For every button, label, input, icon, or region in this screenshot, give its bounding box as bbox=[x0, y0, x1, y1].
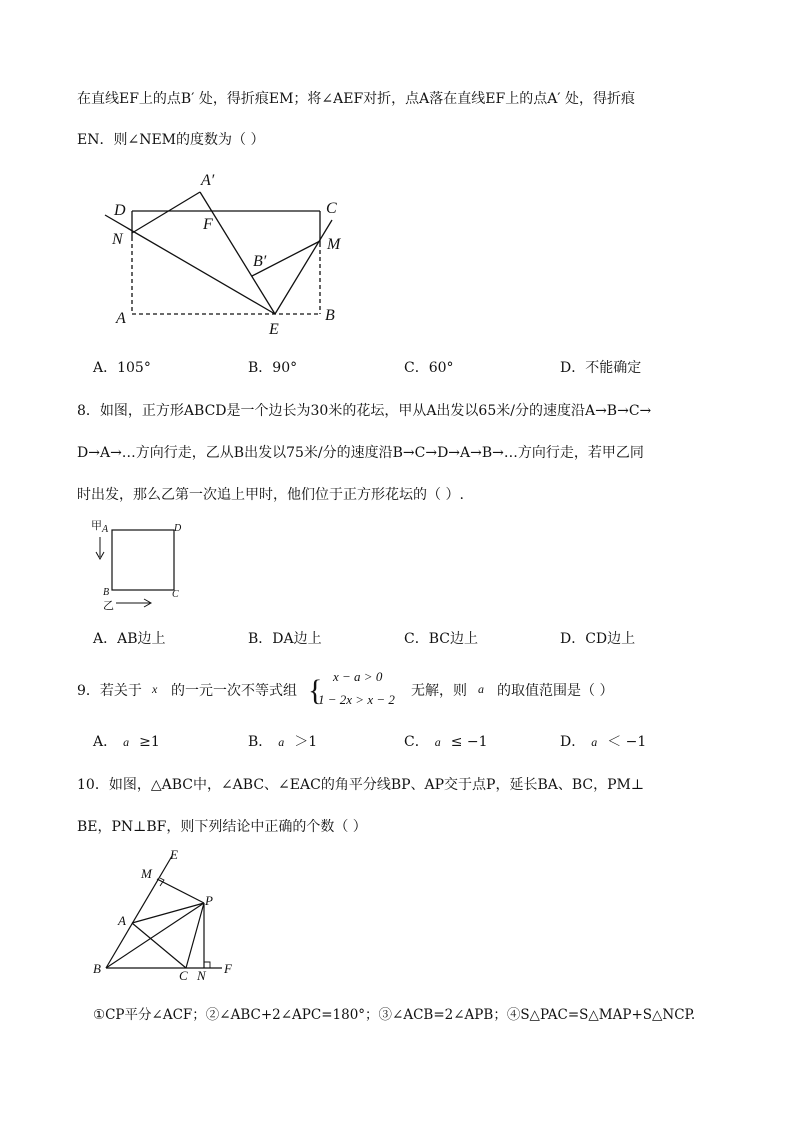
q9-var-x: x bbox=[152, 682, 158, 696]
q7-text-line2: EN．则∠NEM的度数为（ ） bbox=[77, 132, 265, 148]
label-b-prime: B′ bbox=[253, 253, 267, 270]
q8-text-line3: 时出发，那么乙第一次追上甲时，他们位于正方形花坛的（ ）. bbox=[77, 487, 464, 503]
q10-text-line2: BE，PN⊥BF，则下列结论中正确的个数（ ） bbox=[77, 819, 367, 835]
q9-option-a bbox=[93, 732, 160, 752]
label-n: N bbox=[197, 968, 206, 980]
q9-option-c bbox=[404, 732, 488, 752]
q9-option-a-rel: ≥1 bbox=[139, 734, 160, 750]
q9-option-a-label: A． bbox=[93, 734, 118, 750]
q9-option-b-rel: ＞1 bbox=[294, 734, 318, 750]
q9-option-d-rel: ＜ −1 bbox=[607, 734, 647, 750]
q9-option-d bbox=[560, 732, 646, 752]
label-a: A bbox=[118, 913, 126, 928]
q9-inequality-2: 1 − 2x > x − 2 bbox=[318, 692, 395, 707]
q9-option-d-var: a bbox=[591, 735, 598, 749]
system-brace: { bbox=[308, 674, 323, 707]
q10-statements: ①CP平分∠ACF；②∠ABC+2∠APC=180°；③∠ACB=2∠APB；④S△PAC=S△MAP+S△NCP. bbox=[93, 1007, 696, 1023]
q9-option-c-rel: ≤ −1 bbox=[450, 734, 488, 750]
q9-inequality-1: x − a > 0 bbox=[333, 669, 383, 684]
label-e: E bbox=[269, 321, 279, 338]
label-e: E bbox=[170, 847, 178, 862]
label-n: N bbox=[112, 231, 123, 248]
label-b: B bbox=[93, 961, 101, 976]
label-a-prime: A′ bbox=[201, 172, 215, 189]
q7-option-c: C．60° bbox=[404, 360, 454, 376]
q7-option-d: D．不能确定 bbox=[560, 360, 642, 376]
label-d: D bbox=[114, 202, 126, 219]
label-c: C bbox=[172, 589, 179, 600]
label-c: C bbox=[179, 968, 188, 980]
q8-text-line2: D→A→…方向行走，乙从B出发以75米/分的速度沿B→C→D→A→B→…方向行走，若甲乙同 bbox=[77, 445, 644, 461]
label-d: D bbox=[174, 523, 182, 534]
q9-middle: 的一元一次不等式组 bbox=[171, 683, 297, 699]
label-c: C bbox=[326, 200, 337, 217]
q7-option-b: B．90° bbox=[248, 360, 298, 376]
q9-option-c-var: a bbox=[434, 735, 441, 749]
q7-text-line1: 在直线EF上的点B′ 处，得折痕EM；将∠AEF对折，点A落在直线EF上的点A′ 处，得折痕 bbox=[77, 91, 635, 107]
q10-figure bbox=[88, 845, 248, 980]
label-f: F bbox=[224, 961, 232, 976]
q9-option-a-var: a bbox=[123, 735, 130, 749]
q9-suffix2: 的取值范围是（ ） bbox=[497, 683, 614, 699]
q7-figure bbox=[95, 165, 365, 345]
q9-option-b bbox=[248, 732, 317, 752]
q9-prefix: 9．若关于 bbox=[77, 683, 142, 699]
q9-option-b-label: B． bbox=[248, 734, 273, 750]
label-m: M bbox=[141, 866, 152, 881]
q8-option-a: A．AB边上 bbox=[93, 631, 166, 647]
q8-option-c: C．BC边上 bbox=[404, 631, 478, 647]
label-p: P bbox=[205, 893, 213, 908]
label-a: A bbox=[102, 524, 109, 535]
q9-option-c-label: C． bbox=[404, 734, 429, 750]
q9-suffix1: 无解，则 bbox=[411, 683, 467, 699]
label-b: B bbox=[103, 587, 110, 598]
q8-option-b: B．DA边上 bbox=[248, 631, 322, 647]
label-f: F bbox=[203, 216, 213, 233]
q8-text-line1: 8．如图，正方形ABCD是一个边长为30米的花坛，甲从A出发以65米/分的速度沿A→B→C→ bbox=[77, 403, 652, 419]
q9-var-a: a bbox=[478, 682, 484, 696]
q10-text-line1: 10．如图，△ABC中，∠ABC、∠EAC的角平分线BP、AP交于点P，延长BA、BC，PM⊥ bbox=[77, 777, 645, 793]
label-m: M bbox=[327, 236, 341, 253]
q8-figure bbox=[88, 515, 198, 615]
q9-option-b-var: a bbox=[278, 735, 285, 749]
label-yi: 乙 bbox=[103, 599, 114, 612]
q8-option-d: D．CD边上 bbox=[560, 631, 636, 647]
label-b: B bbox=[325, 307, 335, 324]
q9-option-d-label: D． bbox=[560, 734, 586, 750]
label-jia: 甲 bbox=[91, 519, 102, 532]
label-a: A bbox=[116, 310, 126, 327]
q7-option-a: A．105° bbox=[93, 360, 151, 376]
